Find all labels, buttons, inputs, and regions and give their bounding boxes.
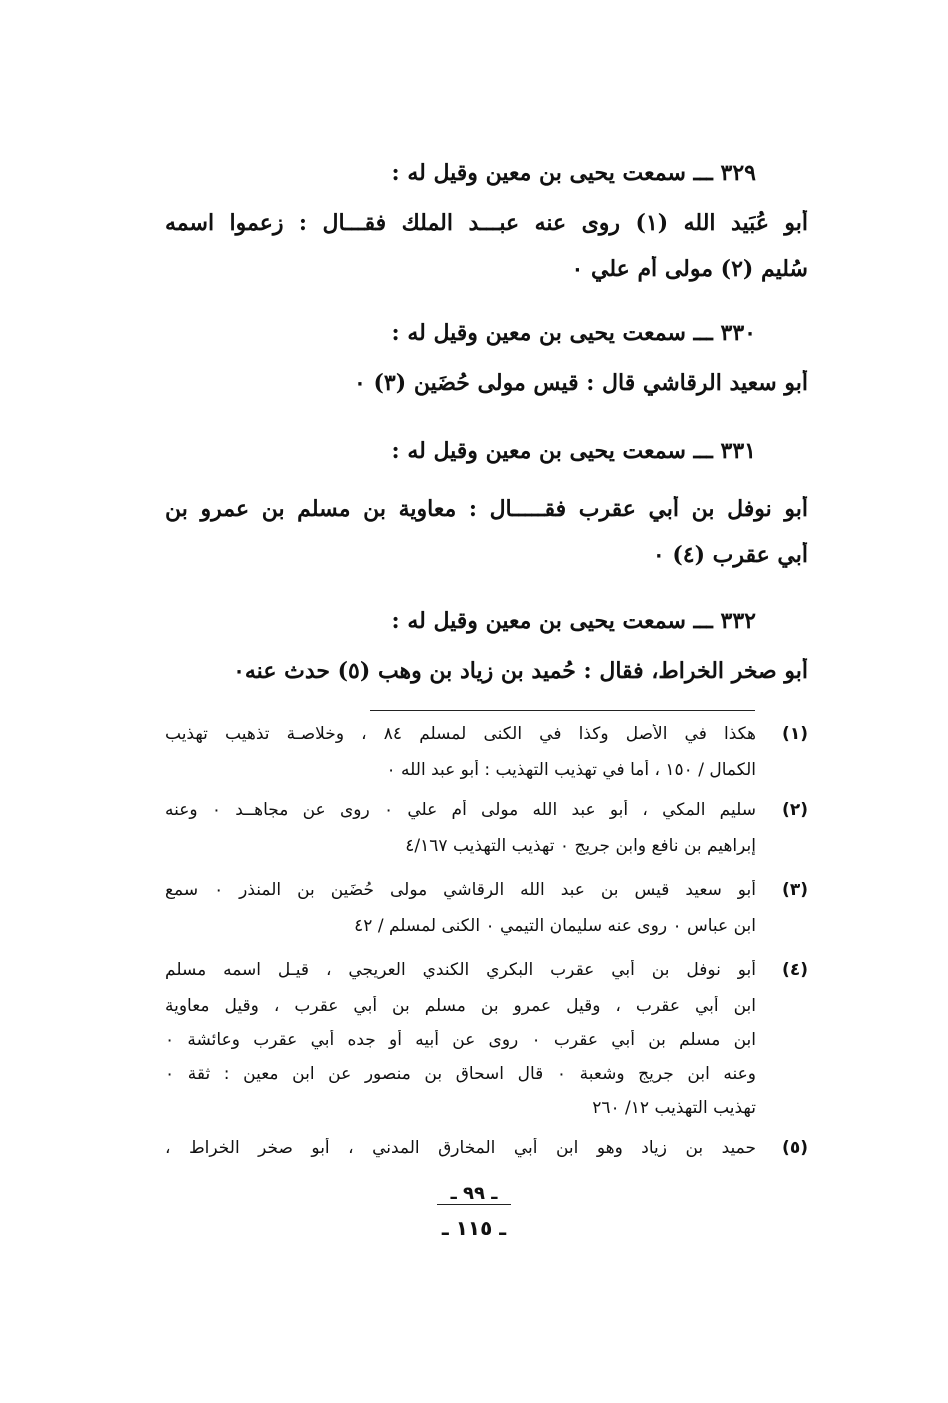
footnote-line: ابن أبي عقرب ، وقيل عمرو بن مسلم بن أبي عقرب ، وقيل معاوية — [165, 996, 756, 1016]
entry-heading: ٣٣٠ ـــ سمعت يحيى بن معين وقيل له : — [391, 320, 756, 346]
footnote-line: هكذا في الأصل وكذا في الكنى لمسلم ٨٤ ، وخلاصـة تذهيب تهذيب — [165, 724, 756, 744]
footnote-line: ابن مسلم بن أبي عقرب ٠ روى عن أبيه أو جده أبي عقرب وعائشة ٠ — [165, 1030, 756, 1050]
outer-page-number: ـ ١١٥ ـ — [441, 1216, 507, 1240]
footnote-line: إبراهيم بن نافع وابن جريج ٠ تهذيب التهذيب ٤/١٦٧ — [405, 836, 756, 856]
entry-text-line: أبي عقرب (٤) ٠ — [652, 542, 808, 568]
entry-text-line: سُليم (٢) مولى أم علي ٠ — [571, 256, 808, 282]
entry-text-line: أبو سعيد الرقاشي قال : قيس مولى حُضَين (٣) ٠ — [354, 370, 808, 396]
footnote-line: وعنه ابن جريج وشعبة ٠ قال اسحاق بن منصور عن ابن معين : ثقة ٠ — [165, 1064, 756, 1084]
footnote-number: (٢) — [782, 800, 808, 820]
footnote-line: تهذيب التهذيب ١٢/ ٢٦٠ — [592, 1098, 756, 1118]
entry-heading: ٣٣٢ ـــ سمعت يحيى بن معين وقيل له : — [391, 608, 756, 634]
footnote-number: (٤) — [782, 960, 808, 980]
footnote-number: (٣) — [782, 880, 808, 900]
entry-heading: ٣٣١ ـــ سمعت يحيى بن معين وقيل له : — [391, 438, 756, 464]
footnote-separator — [370, 710, 755, 711]
footnote-line: حميد بن زياد وهو ابن أبي المخارق المدني ، أبو صخر الخراط ، — [165, 1138, 756, 1158]
footnote-number: (٥) — [782, 1138, 808, 1158]
footnote-line: الكمال / ١٥٠ ، أما في تهذيب التهذيب : أبو عبد الله ٠ — [386, 760, 756, 780]
footnote-line: أبو نوفل بن أبي عقرب البكري الكندي العريجي ، قيـل اسمه مسلم — [165, 960, 756, 980]
footnote-line: سليم المكي ، أبو عبد الله مولى أم علي ٠ روى عن مجاهــد ٠ وعنه — [165, 800, 756, 820]
footnote-line: أبو سعيد قيس بن عبد الله الرقاشي مولى حُضَين بن المنذر ٠ سمع — [165, 880, 756, 900]
entry-heading: ٣٢٩ ـــ سمعت يحيى بن معين وقيل له : — [391, 160, 756, 186]
entry-text-line: أبو نوفل بن أبي عقرب فقـــــال : معاوية بن مسلم بن عمرو بن — [165, 496, 808, 522]
inner-page-number — [0, 1183, 948, 1204]
inner-page-number-text: ـ ٩٩ ـ — [437, 1183, 512, 1205]
entry-text-line: أبو صخر الخراط، فقال : حُميد بن زياد بن وهب (٥) حدث عنه٠ — [233, 658, 808, 684]
footnote-line: ابن عباس ٠ روى عنه سليمان التيمي ٠ الكنى لمسلم / ٤٢ — [354, 916, 756, 936]
footnote-number: (١) — [782, 724, 808, 744]
entry-text-line: أبو عُبَيد الله (١) روى عنه عبـــد الملك فقـــال : زعموا اسمه — [165, 210, 808, 236]
